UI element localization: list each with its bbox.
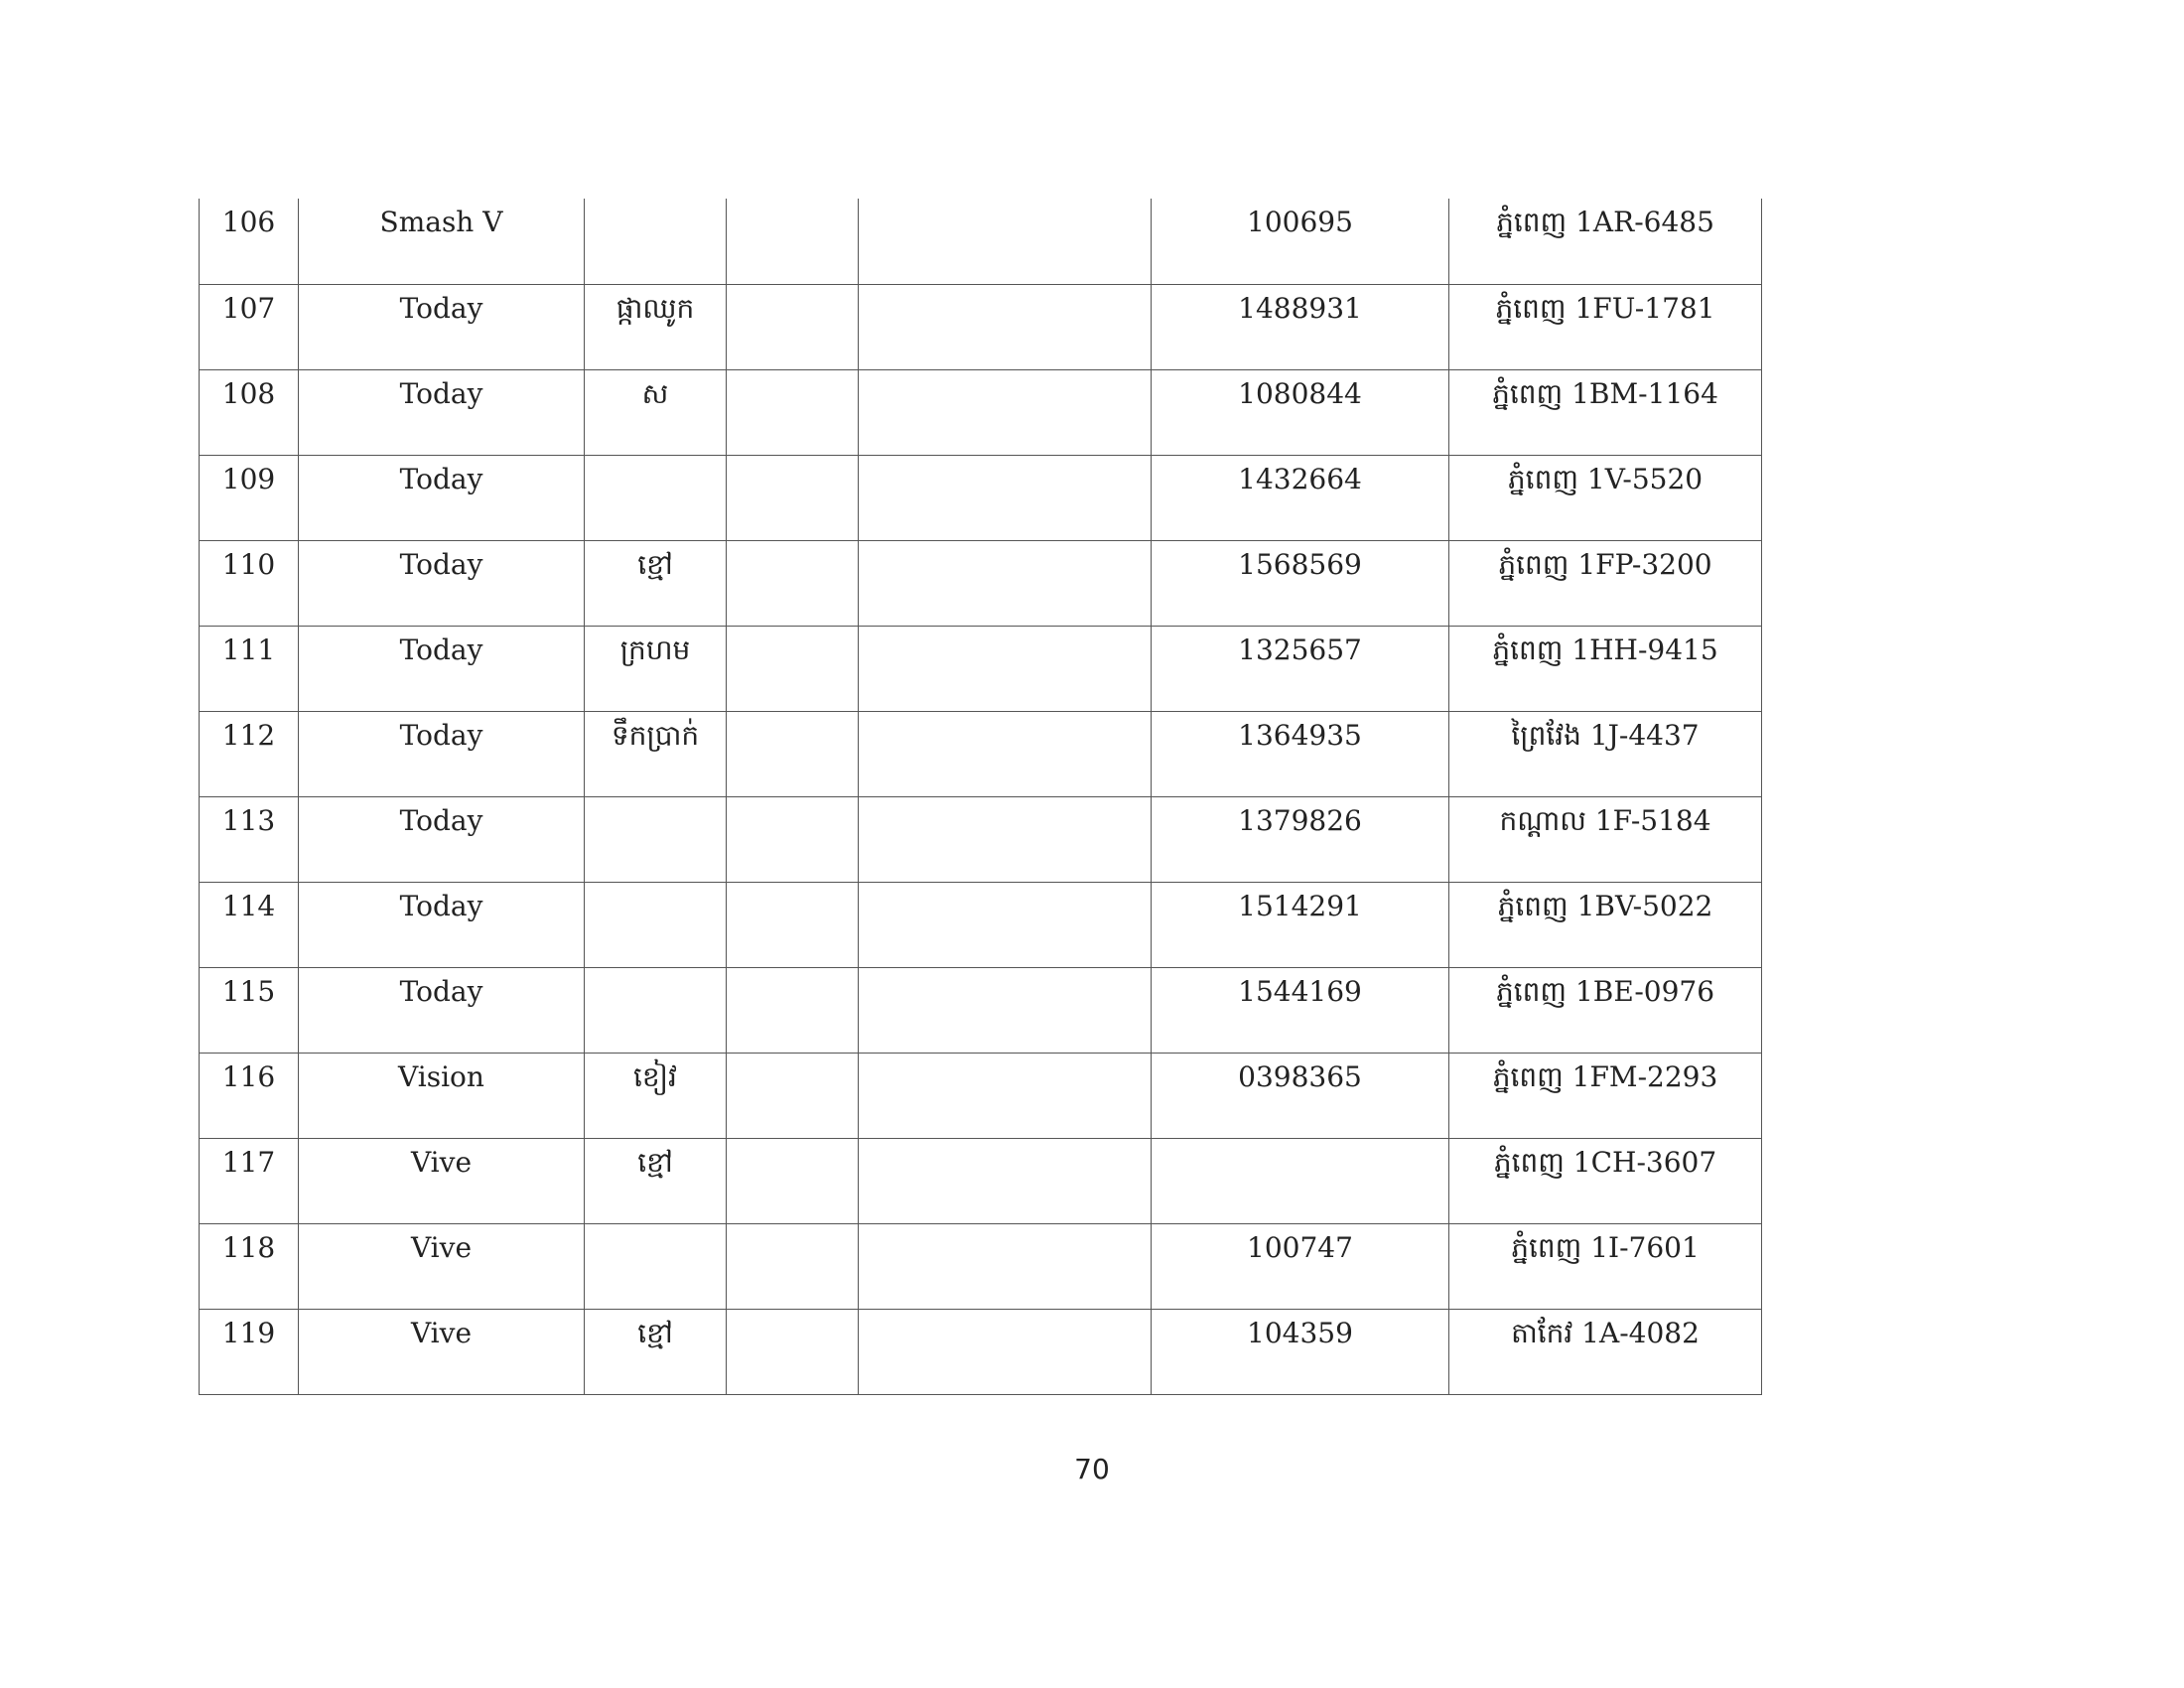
records-table-body [200,199,1762,1394]
empty-cell [727,369,859,455]
number-cell: 1514291 [1152,882,1449,967]
color-cell [585,796,727,882]
plate-cell: ភ្នំពេញ 1FU-1781 [1449,284,1762,369]
number-cell: 104359 [1152,1309,1449,1394]
empty-cell [859,199,1152,284]
empty-cell [859,1053,1152,1138]
table-row [200,967,1762,1053]
row-number-cell: 107 [200,284,299,369]
empty-cell [859,1138,1152,1223]
number-cell: 1364935 [1152,711,1449,796]
empty-cell [859,796,1152,882]
model-cell: Today [299,626,585,711]
color-cell: ទឹកប្រាក់ [585,711,727,796]
color-cell [585,882,727,967]
row-number-cell: 111 [200,626,299,711]
table-row [200,1053,1762,1138]
model-cell: Today [299,540,585,626]
table-row [200,455,1762,540]
color-cell: ផ្កាឈូក [585,284,727,369]
empty-cell [727,967,859,1053]
empty-cell [727,1053,859,1138]
number-cell: 0398365 [1152,1053,1449,1138]
row-number-cell: 118 [200,1223,299,1309]
empty-cell [727,284,859,369]
plate-cell: តាកែវ 1A-4082 [1449,1309,1762,1394]
model-cell: Today [299,967,585,1053]
empty-cell [727,1309,859,1394]
table-row [200,796,1762,882]
empty-cell [727,455,859,540]
empty-cell [727,1138,859,1223]
table-row [200,540,1762,626]
number-cell: 1488931 [1152,284,1449,369]
number-cell: 1568569 [1152,540,1449,626]
number-cell: 1080844 [1152,369,1449,455]
plate-cell: ភ្នំពេញ 1BV-5022 [1449,882,1762,967]
empty-cell [859,1223,1152,1309]
empty-cell [859,626,1152,711]
records-table [199,199,1762,1395]
row-number-cell: 108 [200,369,299,455]
number-cell [1152,1138,1449,1223]
number-cell: 100747 [1152,1223,1449,1309]
model-cell: Today [299,284,585,369]
empty-cell [859,455,1152,540]
row-number-cell: 115 [200,967,299,1053]
color-cell: ខៀវ [585,1053,727,1138]
row-number-cell: 114 [200,882,299,967]
color-cell: ខ្មៅ [585,1309,727,1394]
model-cell: Today [299,882,585,967]
empty-cell [727,540,859,626]
page-number: 70 [1074,1453,1110,1485]
model-cell: Vive [299,1138,585,1223]
color-cell: ខ្មៅ [585,540,727,626]
empty-cell [859,882,1152,967]
row-number-cell: 109 [200,455,299,540]
plate-cell: ភ្នំពេញ 1BM-1164 [1449,369,1762,455]
plate-cell: ភ្នំពេញ 1FM-2293 [1449,1053,1762,1138]
plate-cell: ភ្នំពេញ 1V-5520 [1449,455,1762,540]
row-number-cell: 106 [200,199,299,284]
plate-cell: ភ្នំពេញ 1AR-6485 [1449,199,1762,284]
empty-cell [859,1309,1152,1394]
model-cell: Today [299,455,585,540]
plate-cell: ភ្នំពេញ 1HH-9415 [1449,626,1762,711]
row-number-cell: 119 [200,1309,299,1394]
color-cell: ក្រហម [585,626,727,711]
color-cell [585,967,727,1053]
row-number-cell: 112 [200,711,299,796]
table-row [200,369,1762,455]
table-row [200,199,1762,284]
model-cell: Today [299,369,585,455]
empty-cell [727,199,859,284]
color-cell [585,199,727,284]
number-cell: 1379826 [1152,796,1449,882]
model-cell: Vive [299,1309,585,1394]
model-cell: Vision [299,1053,585,1138]
empty-cell [859,711,1152,796]
number-cell: 1432664 [1152,455,1449,540]
color-cell [585,455,727,540]
empty-cell [727,796,859,882]
plate-cell: ភ្នំពេញ 1I-7601 [1449,1223,1762,1309]
color-cell: ខ្មៅ [585,1138,727,1223]
model-cell: Today [299,796,585,882]
model-cell: Today [299,711,585,796]
model-cell: Smash V [299,199,585,284]
table-row [200,1138,1762,1223]
table-row [200,711,1762,796]
plate-cell: កណ្តាល 1F-5184 [1449,796,1762,882]
empty-cell [859,369,1152,455]
empty-cell [859,284,1152,369]
table-row [200,1309,1762,1394]
empty-cell [727,626,859,711]
empty-cell [727,882,859,967]
empty-cell [727,711,859,796]
table-row [200,882,1762,967]
row-number-cell: 110 [200,540,299,626]
table-row [200,284,1762,369]
empty-cell [859,967,1152,1053]
row-number-cell: 113 [200,796,299,882]
plate-cell: ភ្នំពេញ 1BE-0976 [1449,967,1762,1053]
model-cell: Vive [299,1223,585,1309]
empty-cell [727,1223,859,1309]
table-row [200,1223,1762,1309]
plate-cell: ព្រៃវែង 1J-4437 [1449,711,1762,796]
number-cell: 1544169 [1152,967,1449,1053]
empty-cell [859,540,1152,626]
table-row [200,626,1762,711]
plate-cell: ភ្នំពេញ 1FP-3200 [1449,540,1762,626]
row-number-cell: 116 [200,1053,299,1138]
row-number-cell: 117 [200,1138,299,1223]
color-cell [585,1223,727,1309]
color-cell: ស [585,369,727,455]
number-cell: 1325657 [1152,626,1449,711]
plate-cell: ភ្នំពេញ 1CH-3607 [1449,1138,1762,1223]
number-cell: 100695 [1152,199,1449,284]
